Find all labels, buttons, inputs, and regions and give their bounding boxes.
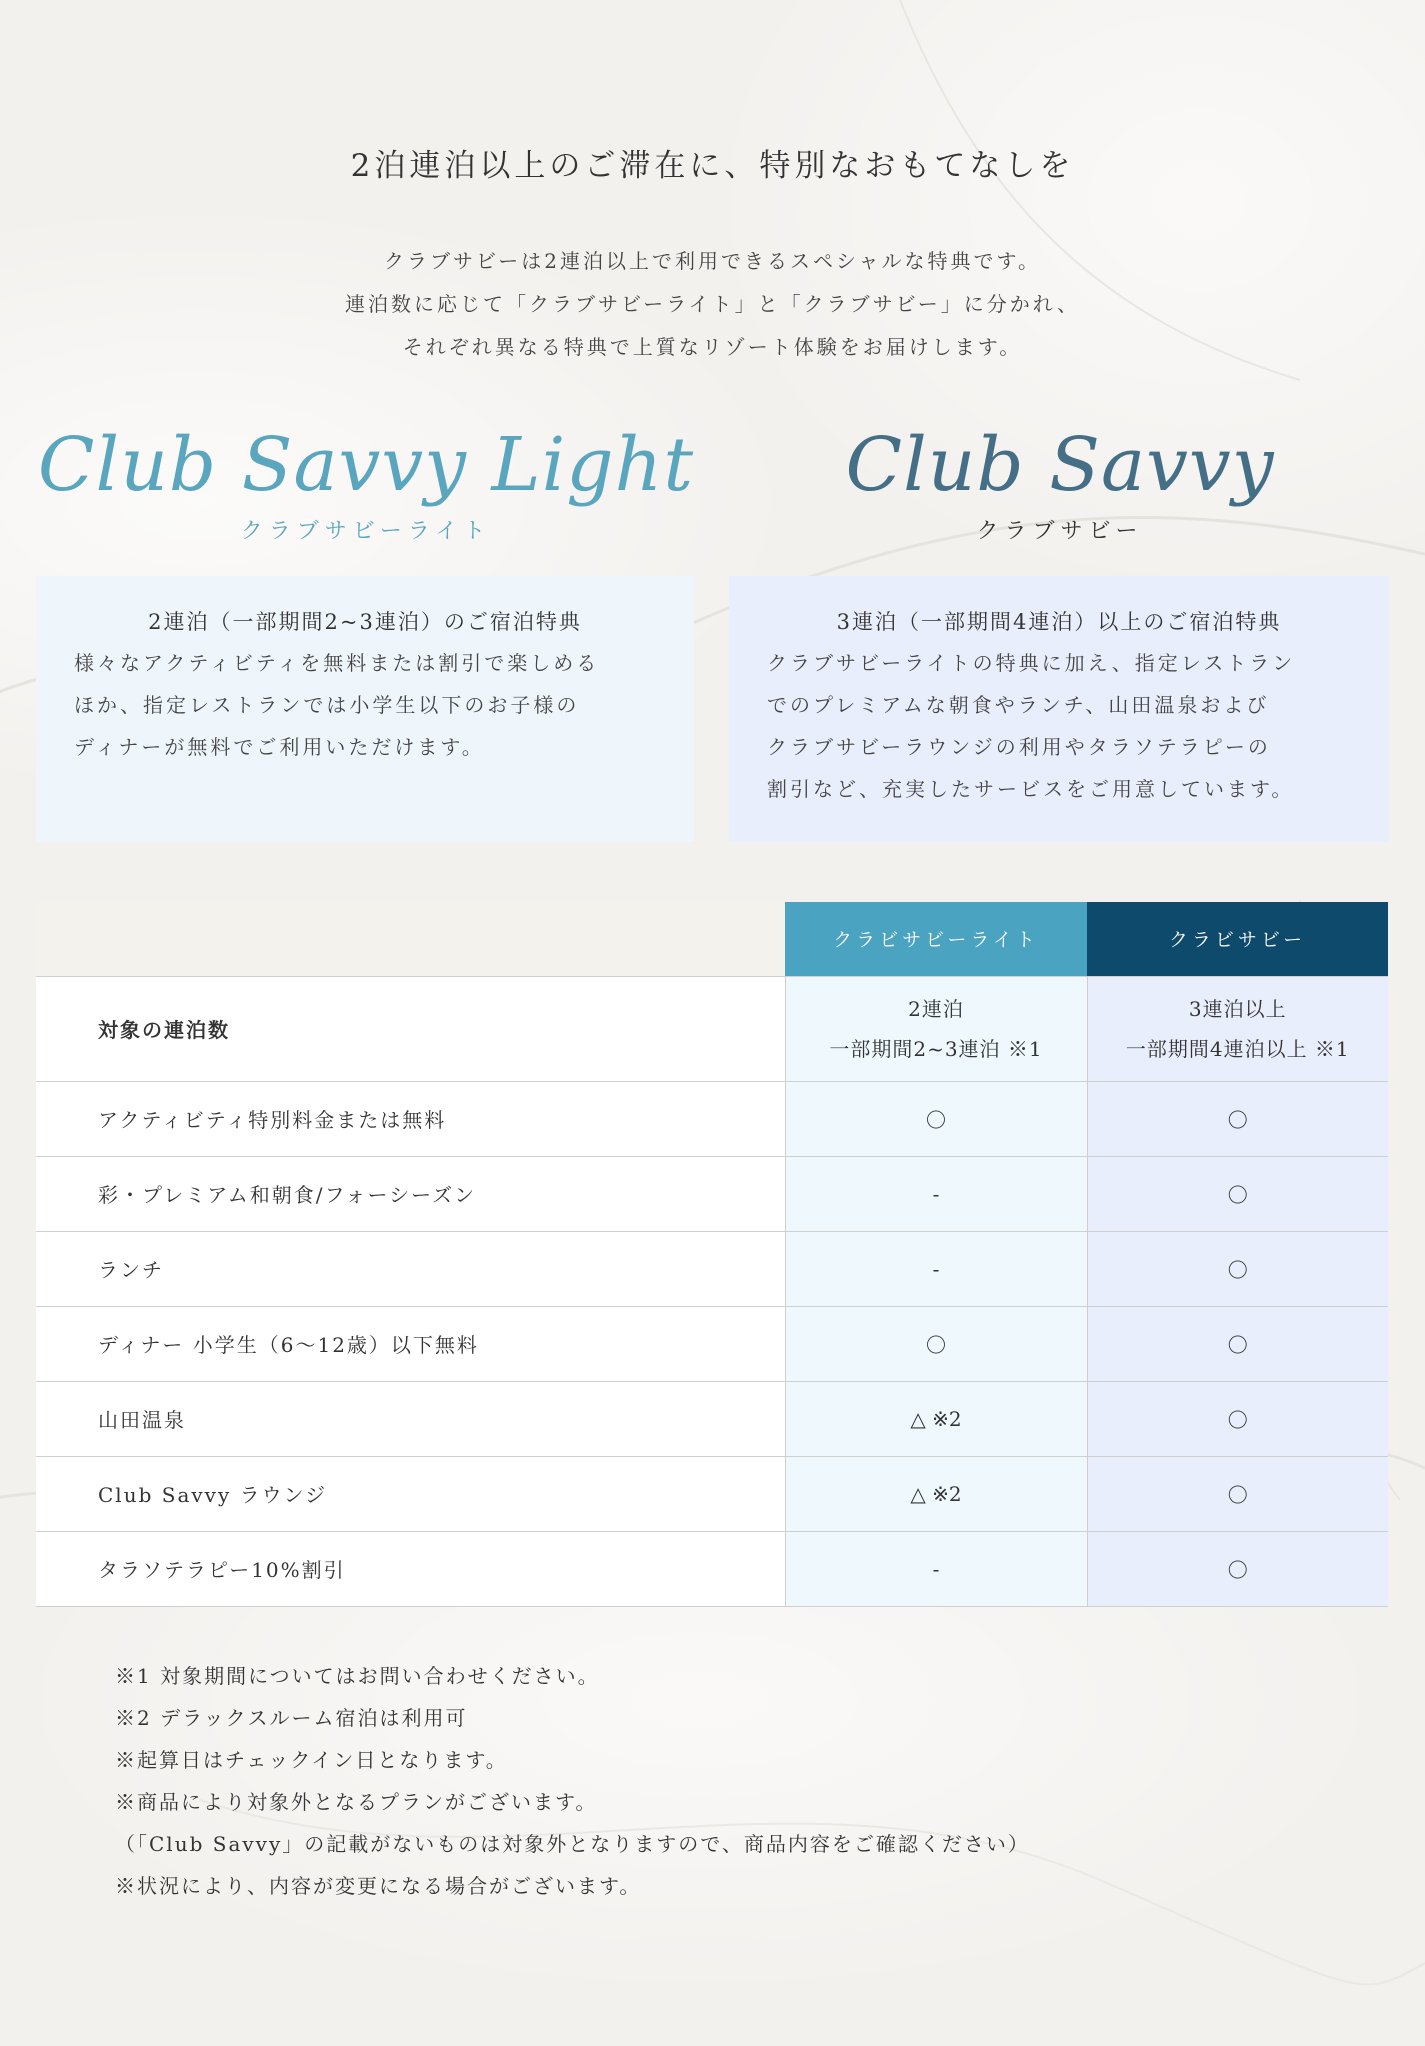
- table-row: [36, 1156, 1388, 1231]
- card-body: [74, 642, 656, 768]
- row-label: タラソテラピー10%割引: [36, 1531, 785, 1606]
- comparison-table: [36, 902, 1388, 1607]
- page-title: 2泊連泊以上のご滞在に、特別なおもてなしを: [350, 148, 1075, 184]
- nights-light-cell: [785, 976, 1087, 1081]
- light-value: -: [785, 1156, 1087, 1231]
- light-value: -: [785, 1231, 1087, 1306]
- table-header-row: [36, 902, 1388, 976]
- savvy-value: 〇: [1087, 1306, 1388, 1381]
- footnote: ※1 対象期間についてはお問い合わせください。: [115, 1664, 600, 1688]
- card-title: 2連泊（一部期間2~3連泊）のご宿泊特典: [148, 610, 582, 634]
- savvy-value: 〇: [1087, 1456, 1388, 1531]
- card-line: 様々なアクティビティを無料または割引で楽しめる: [74, 651, 600, 675]
- light-value: 〇: [785, 1081, 1087, 1156]
- header-club-savvy: クラビサビー: [1087, 902, 1388, 976]
- row-label: 山田温泉: [36, 1381, 785, 1456]
- brand-script-logo: Club Savvy Light: [37, 422, 695, 508]
- row-label: 彩・プレミアム和朝食/フォーシーズン: [36, 1156, 785, 1231]
- header-club-savvy-light: クラビサビーライト: [785, 902, 1087, 976]
- footnote: ※状況により、内容が変更になる場合がございます。: [115, 1874, 642, 1898]
- card-line: 割引など、充実したサービスをご用意しています。: [767, 777, 1295, 801]
- table-row: [36, 1381, 1388, 1456]
- card-club-savvy: [729, 576, 1389, 842]
- table-row: [36, 1306, 1388, 1381]
- card-body: [767, 642, 1351, 810]
- light-value: △ ※2: [785, 1456, 1087, 1531]
- brand-kana: クラブサビーライト: [240, 519, 492, 544]
- savvy-value: 〇: [1087, 1081, 1388, 1156]
- row-label: Club Savvy ラウンジ: [36, 1456, 785, 1531]
- brand-club-savvy: [730, 420, 1390, 545]
- intro-line: それぞれ異なる特典で上質なリゾート体験をお届けします。: [402, 335, 1023, 359]
- card-line: でのプレミアムな朝食やランチ、山田温泉および: [767, 693, 1270, 717]
- light-value: -: [785, 1531, 1087, 1606]
- row-label: ランチ: [36, 1231, 785, 1306]
- card-line: ディナーが無料でご利用いただけます。: [74, 735, 485, 759]
- nights-note: 一部期間4連泊以上 ※1: [1125, 1036, 1350, 1061]
- light-value: △ ※2: [785, 1381, 1087, 1456]
- header-empty-cell: [36, 902, 785, 976]
- card-line: クラブサビーラウンジの利用やタラソテラピーの: [767, 735, 1271, 759]
- footnote: ※商品により対象外となるプランがございます。: [115, 1790, 598, 1814]
- nights-value: 3連泊以上: [1188, 996, 1287, 1021]
- brand-script-logo: Club Savvy: [845, 422, 1275, 508]
- footnote: ※起算日はチェックイン日となります。: [115, 1748, 508, 1772]
- intro-line: クラブサビーは2連泊以上で利用できるスペシャルな特典です。: [384, 249, 1041, 273]
- table-row: [36, 1231, 1388, 1306]
- row-label: アクティビティ特別料金または無料: [36, 1081, 785, 1156]
- table-row: [36, 1456, 1388, 1531]
- row-label: ディナー 小学生（6〜12歳）以下無料: [36, 1306, 785, 1381]
- light-value: 〇: [785, 1306, 1087, 1381]
- card-line: クラブサビーライトの特典に加え、指定レストラン: [767, 651, 1296, 675]
- table-row-nights: [36, 976, 1388, 1081]
- card-club-savvy-light: [36, 576, 694, 842]
- footnotes: [115, 1655, 1365, 1907]
- card-line: ほか、指定レストランでは小学生以下のお子様の: [74, 693, 580, 717]
- savvy-value: 〇: [1087, 1156, 1388, 1231]
- footnote: （「Club Savvy」の記載がないものは対象外となりますので、商品内容をご確認ください）: [115, 1832, 1030, 1856]
- brand-kana: クラブサビー: [976, 519, 1144, 544]
- footnote: ※2 デラックスルーム宿泊は利用可: [115, 1706, 468, 1730]
- nights-note: 一部期間2~3連泊 ※1: [829, 1036, 1043, 1061]
- table-row: [36, 1081, 1388, 1156]
- brand-club-savvy-light: [36, 420, 696, 545]
- table-row: [36, 1531, 1388, 1606]
- intro-line: 連泊数に応じて「クラブサビーライト」と「クラブサビー」に分かれ、: [345, 292, 1080, 316]
- savvy-value: 〇: [1087, 1381, 1388, 1456]
- intro-text: [0, 240, 1425, 369]
- card-title: 3連泊（一部期間4連泊）以上のご宿泊特典: [836, 610, 1282, 634]
- savvy-value: 〇: [1087, 1531, 1388, 1606]
- savvy-value: 〇: [1087, 1231, 1388, 1306]
- nights-savvy-cell: [1087, 976, 1388, 1081]
- row-label: 対象の連泊数: [36, 976, 785, 1081]
- nights-value: 2連泊: [908, 996, 964, 1021]
